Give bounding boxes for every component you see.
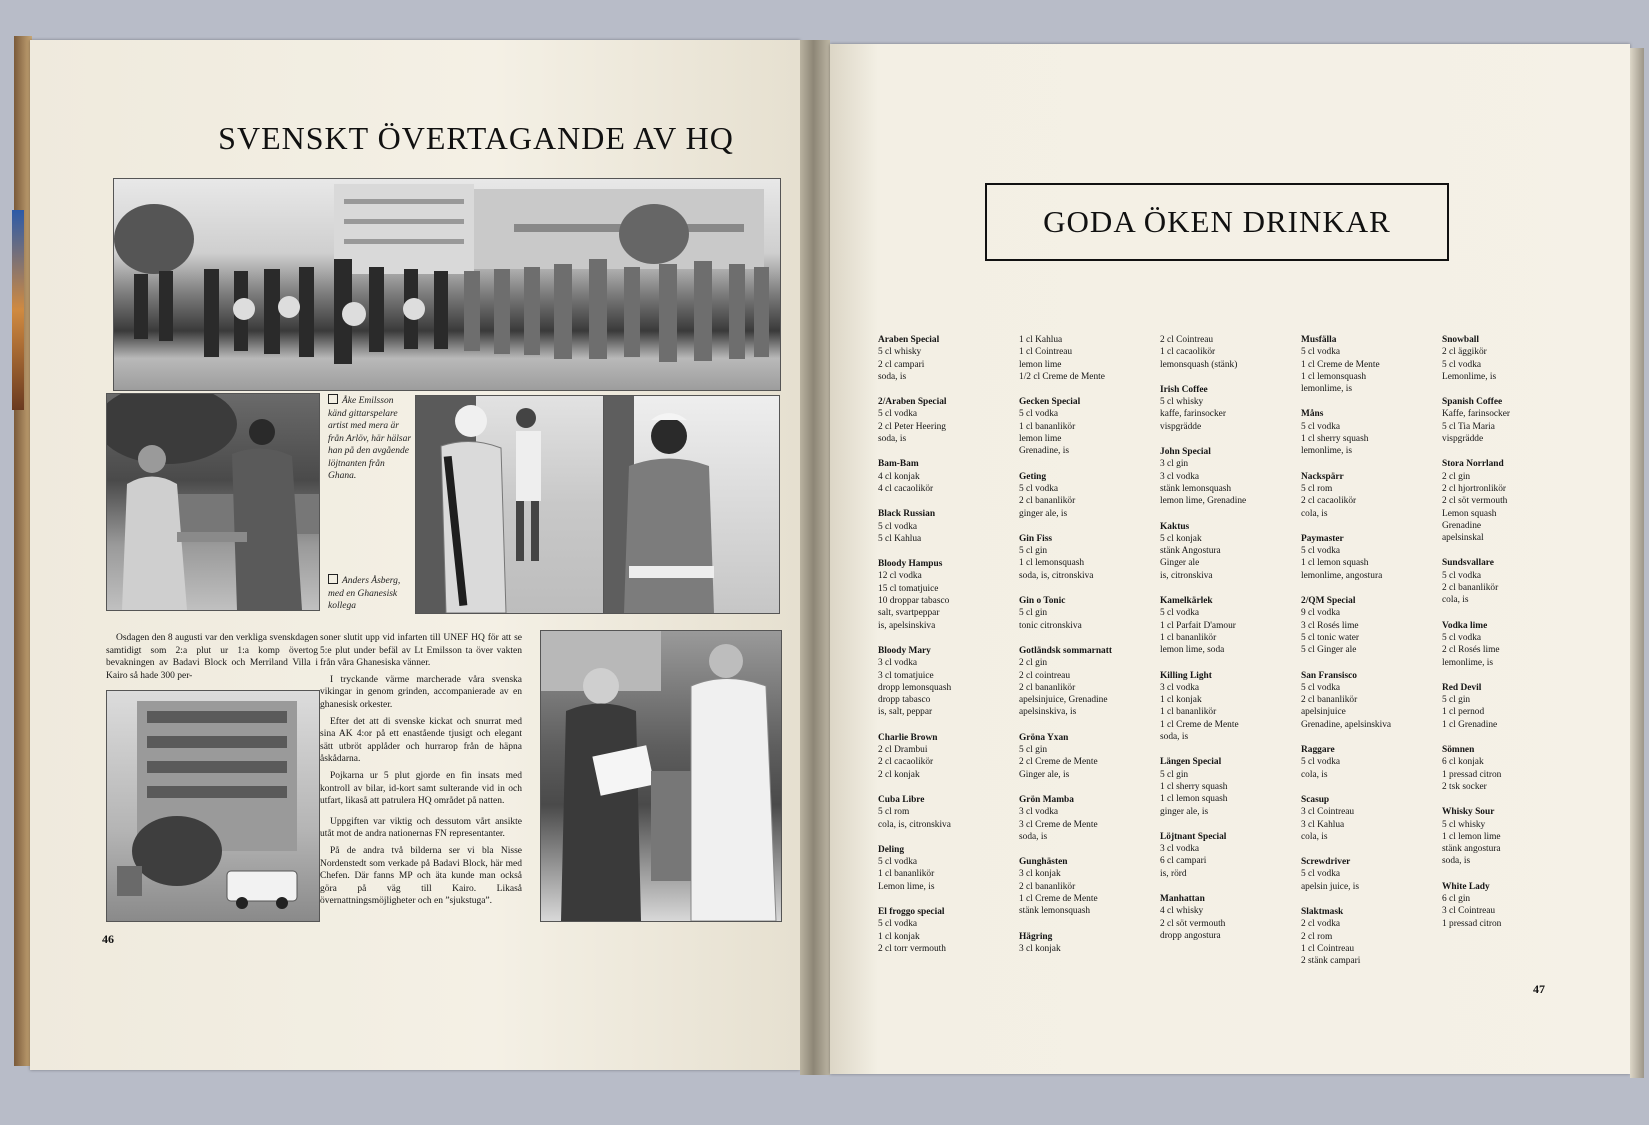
drink-ingredient: 1 cl sherry squash <box>1301 434 1369 445</box>
drink-name: Bam-Bam <box>878 459 919 470</box>
drink-recipe <box>1301 408 1436 457</box>
drink-recipe <box>1019 856 1154 917</box>
drink-ingredient: 1 cl Creme de Mente <box>1019 893 1098 904</box>
drink-recipe <box>1160 334 1295 371</box>
drink-ingredient: 5 cl vodka <box>1301 546 1341 557</box>
book-gutter <box>800 40 830 1075</box>
drink-ingredient: 2 cl campari <box>878 359 925 370</box>
drink-ingredient: 6 cl campari <box>1160 856 1207 867</box>
drink-recipe <box>1019 334 1154 383</box>
drink-name: Whisky Sour <box>1442 807 1495 818</box>
drink-name: White Lady <box>1442 881 1490 892</box>
drink-ingredient: cola, is <box>1301 508 1328 519</box>
left-page <box>30 40 800 1070</box>
drink-ingredient: 4 cl whisky <box>1160 906 1204 917</box>
drink-recipe <box>1442 744 1577 793</box>
drink-ingredient: vispgrädde <box>1442 434 1484 445</box>
drink-recipe <box>1442 334 1577 383</box>
drink-ingredient: 5 cl vodka <box>1301 421 1341 432</box>
drink-ingredient: 1 cl lemon squash <box>1301 558 1369 569</box>
drink-ingredient: apelsinskal <box>1442 533 1484 544</box>
drink-ingredient: soda, is <box>878 371 907 382</box>
drink-ingredient: 5 cl whisky <box>878 347 922 358</box>
drink-ingredient: is, citronskiva <box>1160 570 1213 581</box>
drink-ingredient: 5 cl Ginger ale <box>1301 645 1357 656</box>
drink-ingredient: cola, is <box>1301 769 1328 780</box>
article-paragraph: Osdagen den 8 augusti var den verkliga svenskdagen samtidigt som 2:a plut ur 1:a komp övertog bevakningen av Badavi Block och Merriland Villa i Kairo så hade 300 per- <box>106 633 318 681</box>
drink-ingredient: lemonlime, is <box>1301 384 1353 395</box>
drink-recipe <box>1442 881 1577 930</box>
article-column-1 <box>106 632 318 686</box>
drink-ingredient: lemon lime, soda <box>1160 645 1225 656</box>
drink-ingredient: 1 cl sherry squash <box>1160 781 1228 792</box>
drink-name: Raggare <box>1301 745 1335 756</box>
drink-ingredient: dropp angostura <box>1160 930 1221 941</box>
drink-ingredient: 2 cl cacaolikör <box>878 757 934 768</box>
drink-ingredient: 1 cl Grenadine <box>1442 719 1498 730</box>
drink-ingredient: cola, is <box>1442 595 1469 606</box>
drink-name: Paymaster <box>1301 533 1344 544</box>
drink-ingredient: Lemonlime, is <box>1442 371 1497 382</box>
drink-ingredient: cola, is <box>1301 831 1328 842</box>
drink-name: Gecken Special <box>1019 397 1081 408</box>
drink-ingredient: 5 cl vodka <box>1301 682 1341 693</box>
article-paragraph: soner slutit upp vid infarten till UNEF HQ för att se 5:e plut under befäl av Lt Emilsson ta över vakten från våra Ghanesiska vänner. <box>320 633 522 669</box>
drink-ingredient: 5 cl whisky <box>1160 397 1204 408</box>
drink-ingredient: 2 cl cacaolikör <box>1301 496 1357 507</box>
drink-name: Gröna Yxan <box>1019 732 1069 743</box>
article-paragraph: Efter det att di svenske kickat och snurrat med sina AK 4:or på ett enastående tjusigt och elegant sätt utbröt applåder och hurrarop från de häpna åskådarna. <box>320 716 522 765</box>
drink-ingredient: 5 cl Tia Maria <box>1442 421 1495 432</box>
drink-ingredient: 5 cl vodka <box>1442 359 1482 370</box>
drink-name: Kamelkärlek <box>1160 596 1213 607</box>
caption-marker-icon <box>328 394 338 404</box>
drink-ingredient: 3 cl vodka <box>1160 471 1200 482</box>
drink-ingredient: stänk Angostura <box>1160 546 1221 557</box>
drink-ingredient: dropp tabasco <box>878 695 931 706</box>
drink-recipe <box>1301 334 1436 395</box>
caption-ake-emilsson <box>328 394 414 483</box>
drink-recipe <box>1442 806 1577 867</box>
drink-ingredient: 15 cl tomatjuice <box>878 583 939 594</box>
left-page-title: SVENSKT ÖVERTAGANDE AV HQ <box>218 120 734 156</box>
drink-name: Vodka lime <box>1442 620 1488 631</box>
drink-ingredient: lemon lime <box>1019 359 1062 370</box>
drink-ingredient: 3 cl vodka <box>878 658 918 669</box>
drink-ingredient: 5 cl vodka <box>1301 347 1341 358</box>
drink-column <box>1160 334 1295 955</box>
drink-ingredient: 1 cl konjak <box>878 931 920 942</box>
right-page <box>830 44 1630 1074</box>
drink-recipe <box>878 844 1013 893</box>
drink-ingredient: lemonsquash (stänk) <box>1160 359 1238 370</box>
drink-recipe <box>1019 595 1154 632</box>
drink-ingredient: 5 cl vodka <box>1019 409 1059 420</box>
drink-recipe <box>1442 396 1577 445</box>
drink-name: Irish Coffee <box>1160 384 1208 395</box>
drink-ingredient: 1 cl Parfait D'amour <box>1160 620 1236 631</box>
drink-name: John Special <box>1160 447 1211 458</box>
drink-ingredient: 1 cl lemon squash <box>1160 794 1228 805</box>
drink-ingredient: 3 cl konjak <box>1019 943 1061 954</box>
drink-recipe <box>878 645 1013 719</box>
drink-recipe <box>878 334 1013 383</box>
drink-ingredient: 3 cl konjak <box>1019 869 1061 880</box>
page-number-right: 47 <box>1533 982 1545 996</box>
caption-text: Anders Åsberg, med en Ghanesisk kollega <box>328 576 401 611</box>
drink-ingredient: lemon lime, Grenadine <box>1160 496 1247 507</box>
drink-ingredient: 5 cl vodka <box>1442 570 1482 581</box>
drink-recipe <box>1301 533 1436 582</box>
drink-ingredient: 1 cl bananlikör <box>1160 707 1217 718</box>
drink-ingredient: 5 cl vodka <box>878 409 918 420</box>
drink-name: Red Devil <box>1442 682 1482 693</box>
drink-recipe <box>1160 831 1295 880</box>
drink-ingredient: 2 cl söt vermouth <box>1442 496 1508 507</box>
drink-ingredient: 5 cl vodka <box>1160 608 1200 619</box>
drink-recipe <box>1019 396 1154 457</box>
drink-ingredient: apelsinjuice <box>1301 707 1346 718</box>
drink-recipe <box>1160 521 1295 582</box>
drink-ingredient: 2 cl hjortronlikör <box>1442 483 1507 494</box>
drink-column <box>1442 334 1577 943</box>
right-page-title-text: GODA ÖKEN DRINKAR <box>1043 204 1391 239</box>
drink-ingredient: 2 tsk socker <box>1442 781 1487 792</box>
drink-ingredient: 5 cl gin <box>1160 769 1189 780</box>
drink-recipe <box>1442 458 1577 544</box>
drink-ingredient: 5 cl vodka <box>878 521 918 532</box>
drink-ingredient: 2 cl vodka <box>1301 919 1341 930</box>
drink-recipe <box>878 508 1013 545</box>
drink-ingredient: 1 cl konjak <box>1160 695 1202 706</box>
drink-name: Gotländsk sommarnatt <box>1019 645 1112 656</box>
drink-ingredient: 5 cl whisky <box>1442 819 1486 830</box>
drink-ingredient: 2 cl cointreau <box>1019 670 1071 681</box>
drink-name: Spanish Coffee <box>1442 397 1503 408</box>
drink-ingredient: 5 cl vodka <box>1019 483 1059 494</box>
drink-ingredient: ginger ale, is <box>1160 806 1209 817</box>
drink-ingredient: 2 cl bananlikör <box>1442 583 1499 594</box>
drink-ingredient: 3 cl vodka <box>1160 844 1200 855</box>
drink-ingredient: 1 cl lemonsquash <box>1019 558 1085 569</box>
drink-ingredient: Grenadine, apelsinskiva <box>1301 719 1392 730</box>
drink-ingredient: is, apelsinskiva <box>878 620 936 631</box>
drink-ingredient: 4 cl cacaolikör <box>878 483 934 494</box>
drink-ingredient: 5 cl gin <box>1019 608 1048 619</box>
drink-ingredient: 2 cl gin <box>1019 658 1048 669</box>
article-paragraph: I tryckande värme marcherade våra svenska vikingar in genom grinden, accompanierade av en ghanesisk orkester. <box>320 674 522 710</box>
drink-ingredient: 1 cl Cointreau <box>1301 943 1355 954</box>
drink-name: Deling <box>878 844 905 855</box>
drink-name: San Fransisco <box>1301 670 1357 681</box>
drink-name: Screwdriver <box>1301 857 1351 868</box>
drink-ingredient: 2 stänk campari <box>1301 956 1361 967</box>
page-number-left: 46 <box>102 932 114 946</box>
drink-name: Musfälla <box>1301 335 1337 345</box>
drink-recipe <box>878 558 1013 632</box>
drink-name: Sömnen <box>1442 745 1475 756</box>
drink-ingredient: stänk angostura <box>1442 844 1501 855</box>
drink-ingredient: cola, is, citronskiva <box>878 819 951 830</box>
drink-ingredient: 1 pressad citron <box>1442 918 1502 929</box>
drink-ingredient: 5 cl vodka <box>878 919 918 930</box>
drink-ingredient: 3 cl Cointreau <box>1301 807 1355 818</box>
drink-recipe <box>1019 533 1154 582</box>
drink-recipe <box>1301 595 1436 656</box>
drink-ingredient: 2 cl Cointreau <box>1160 335 1214 345</box>
drink-ingredient: stänk lemonsquash <box>1160 483 1232 494</box>
drink-name: Sundsvallare <box>1442 558 1494 569</box>
drink-name: Black Russian <box>878 509 936 520</box>
article-column-2 <box>320 632 522 912</box>
drink-name: Kaktus <box>1160 521 1190 532</box>
drink-ingredient: 5 cl gin <box>1019 546 1048 557</box>
drink-ingredient: 2 cl äggikör <box>1442 347 1487 358</box>
drink-name: Cuba Libre <box>878 794 925 805</box>
drink-recipe <box>1301 794 1436 843</box>
drink-recipe <box>1019 931 1154 956</box>
drink-recipe <box>1019 732 1154 781</box>
drink-recipe <box>1301 471 1436 520</box>
drink-recipe <box>878 396 1013 445</box>
drink-ingredient: 5 cl rom <box>1301 483 1333 494</box>
drink-ingredient: 5 cl gin <box>1442 695 1471 706</box>
drink-ingredient: lemonlime, is <box>1301 446 1353 457</box>
drink-ingredient: 2 cl Drambui <box>878 745 928 756</box>
drink-ingredient: 4 cl konjak <box>878 471 920 482</box>
drink-name: Måns <box>1301 409 1324 420</box>
drink-ingredient: 1 cl Kahlua <box>1019 335 1063 345</box>
drink-ingredient: 5 cl vodka <box>1442 632 1482 643</box>
drink-ingredient: 1 cl pernod <box>1442 707 1485 718</box>
right-page-title <box>985 183 1449 261</box>
drink-ingredient: lemonlime, is <box>1442 657 1494 668</box>
caption-text: Åke Emilsson känd gittarspelare artist med mera är från Arlöv, här hälsar han på den avgående löjtnanten från Ghana. <box>328 396 412 481</box>
parade-photo <box>113 178 781 391</box>
page-edge <box>1630 48 1644 1078</box>
drink-name: Stora Norrland <box>1442 459 1504 470</box>
drink-name: Snowball <box>1442 335 1479 345</box>
drink-ingredient: 6 cl gin <box>1442 893 1471 904</box>
drink-ingredient: 5 cl Kahlua <box>878 533 922 544</box>
drink-recipe <box>1160 893 1295 942</box>
drink-recipe <box>1301 856 1436 893</box>
drink-name: Nackspärr <box>1301 471 1344 482</box>
drink-recipe <box>1160 670 1295 744</box>
drink-ingredient: 2 cl bananlikör <box>1301 695 1358 706</box>
drink-recipe <box>878 458 1013 495</box>
drink-name: Slaktmask <box>1301 906 1344 917</box>
drink-name: Hägring <box>1019 931 1053 942</box>
drink-recipe <box>1160 595 1295 656</box>
drink-ingredient: 1 cl bananlikör <box>878 869 935 880</box>
drink-ingredient: salt, svartpeppar <box>878 608 940 619</box>
ghanaian-soldier-photo <box>603 395 780 614</box>
drink-ingredient: 3 cl Cointreau <box>1442 906 1496 917</box>
drink-ingredient: 2 cl torr vermouth <box>878 943 946 954</box>
building-photo <box>106 690 320 922</box>
drink-column <box>1019 334 1154 968</box>
drink-ingredient: Ginger ale, is <box>1019 769 1070 780</box>
drink-ingredient: 1 cl Creme de Mente <box>1160 719 1239 730</box>
drink-ingredient: Lemon squash <box>1442 508 1497 519</box>
drink-recipe <box>1301 670 1436 731</box>
drink-ingredient: dropp lemonsquash <box>878 682 952 693</box>
drink-ingredient: 1 cl Cointreau <box>1019 347 1073 358</box>
article-paragraph: Pojkarna ur 5 plut gjorde en fin insats med kontroll av bilar, id-kort samt sulterande vid in och utfart, likaså att patrulera HQ området på natten. <box>320 770 522 807</box>
drink-name: 2/QM Special <box>1301 596 1356 607</box>
drink-ingredient: Grenadine, is <box>1019 446 1069 457</box>
drink-ingredient: 1 cl Creme de Mente <box>1301 359 1380 370</box>
drink-ingredient: 9 cl vodka <box>1301 608 1341 619</box>
drink-recipe <box>1019 794 1154 843</box>
drink-ingredient: 12 cl vodka <box>878 571 922 582</box>
drink-ingredient: 1 pressad citron <box>1442 769 1502 780</box>
drink-ingredient: Ginger ale <box>1160 558 1200 569</box>
drink-ingredient: Lemon lime, is <box>878 881 935 892</box>
drink-ingredient: soda, is <box>1442 856 1471 867</box>
drink-recipe <box>878 732 1013 781</box>
drink-ingredient: vispgrädde <box>1160 421 1202 432</box>
drink-ingredient: 3 cl Creme de Mente <box>1019 819 1098 830</box>
drink-column <box>1301 334 1436 980</box>
drink-ingredient: 1 cl cacaolikör <box>1160 347 1216 358</box>
article-paragraph: På de andra två bilderna ser vi bla Nisse Nordenstedt som verkade på Badavi Block, här med Chefen. Där fanns MP och äta kunde man också göra på väg till Kairo. Likaså övernattningsmöjligheter och en ”sjukstuga”. <box>320 845 522 907</box>
drink-ingredient: Grenadine <box>1442 520 1482 531</box>
drink-name: Geting <box>1019 471 1047 482</box>
drink-name: Manhattan <box>1160 893 1205 904</box>
drink-name: Gunghästen <box>1019 857 1068 868</box>
drink-ingredient: 5 cl gin <box>1019 745 1048 756</box>
drink-name: Scasup <box>1301 794 1330 805</box>
drink-recipe <box>1160 446 1295 507</box>
drink-ingredient: ginger ale, is <box>1019 508 1068 519</box>
article-paragraph: Uppgiften var viktig och dessutom vårt ansikte utåt mot de andra nationernas FN representanter. <box>320 816 522 840</box>
drink-ingredient: kaffe, farinsocker <box>1160 409 1226 420</box>
drink-ingredient: 6 cl konjak <box>1442 757 1484 768</box>
drink-ingredient: soda, is <box>1160 732 1189 743</box>
drink-ingredient: 2 cl bananlikör <box>1019 682 1076 693</box>
drink-name: Charlie Brown <box>878 732 938 743</box>
drink-ingredient: 10 droppar tabasco <box>878 596 950 607</box>
drink-ingredient: is, rörd <box>1160 868 1187 879</box>
drink-recipe <box>1019 471 1154 520</box>
drink-name: Löjtnant Special <box>1160 831 1227 842</box>
drink-ingredient: 2 cl bananlikör <box>1019 881 1076 892</box>
drink-ingredient: is, salt, peppar <box>878 707 933 718</box>
drink-ingredient: 3 cl vodka <box>1160 682 1200 693</box>
drink-name: El froggo special <box>878 906 945 917</box>
drink-ingredient: 1 cl bananlikör <box>1019 421 1076 432</box>
drink-name: Araben Special <box>878 335 940 345</box>
drink-ingredient: apelsinjuice, Grenadine <box>1019 695 1108 706</box>
drink-ingredient: soda, is <box>1019 831 1048 842</box>
drink-recipe <box>1442 557 1577 606</box>
drink-ingredient: 3 cl Rosés lime <box>1301 620 1359 631</box>
drink-ingredient: 2 cl konjak <box>878 769 920 780</box>
drink-ingredient: lemon lime <box>1019 434 1062 445</box>
drink-column <box>878 334 1013 968</box>
drink-name: Längen Special <box>1160 757 1222 768</box>
drink-ingredient: 2 cl Rosés lime <box>1442 645 1500 656</box>
caption-marker-icon <box>328 574 338 584</box>
drink-ingredient: 2 cl Creme de Mente <box>1019 757 1098 768</box>
drink-ingredient: 3 cl tomatjuice <box>878 670 934 681</box>
drink-ingredient: soda, is <box>878 434 907 445</box>
caption-anders-asberg <box>328 574 414 613</box>
drink-name: Gin o Tonic <box>1019 596 1066 607</box>
drink-ingredient: 5 cl vodka <box>878 857 918 868</box>
drink-ingredient: lemonlime, angostura <box>1301 570 1383 581</box>
drink-ingredient: 2 cl rom <box>1301 931 1333 942</box>
drink-ingredient: 2 cl bananlikör <box>1019 496 1076 507</box>
drink-name: Bloody Mary <box>878 645 931 656</box>
drink-ingredient: apelsin juice, is <box>1301 881 1360 892</box>
drink-ingredient: tonic citronskiva <box>1019 620 1082 631</box>
drink-recipe <box>1019 645 1154 719</box>
drink-ingredient: 5 cl tonic water <box>1301 632 1360 643</box>
drink-name: 2/Araben Special <box>878 397 947 408</box>
drink-ingredient: Kaffe, farinsocker <box>1442 409 1511 420</box>
drink-ingredient: 5 cl rom <box>878 807 910 818</box>
drink-recipe <box>1442 620 1577 669</box>
drink-recipe <box>1160 384 1295 433</box>
drink-ingredient: 5 cl konjak <box>1160 533 1202 544</box>
signing-photo <box>540 630 782 922</box>
drink-ingredient: 1 cl bananlikör <box>1160 632 1217 643</box>
drink-ingredient: apelsinskiva, is <box>1019 707 1077 718</box>
drink-ingredient: 3 cl Kahlua <box>1301 819 1345 830</box>
drink-name: Gin Fiss <box>1019 533 1053 544</box>
drink-name: Killing Light <box>1160 670 1212 681</box>
drink-ingredient: soda, is, citronskiva <box>1019 570 1094 581</box>
guard-rifle-photo <box>415 395 604 614</box>
drink-recipe <box>1442 682 1577 731</box>
drink-ingredient: 2 cl gin <box>1442 471 1471 482</box>
drink-ingredient: stänk lemonsquash <box>1019 906 1091 917</box>
drink-ingredient: 1 cl lemonsquash <box>1301 371 1367 382</box>
drink-recipe <box>1301 744 1436 781</box>
drink-recipe <box>878 794 1013 831</box>
drink-recipe <box>878 906 1013 955</box>
drink-ingredient: 2 cl Peter Heering <box>878 421 946 432</box>
drink-ingredient: 5 cl vodka <box>1301 869 1341 880</box>
drink-recipe <box>1301 906 1436 967</box>
drink-ingredient: 2 cl söt vermouth <box>1160 918 1226 929</box>
drink-ingredient: 1 cl lemon lime <box>1442 831 1501 842</box>
drink-ingredient: 1/2 cl Creme de Mente <box>1019 371 1105 382</box>
drink-ingredient: 3 cl gin <box>1160 459 1189 470</box>
drink-name: Grön Mamba <box>1019 794 1074 805</box>
drink-name: Bloody Hampus <box>878 559 943 570</box>
drink-ingredient: 3 cl vodka <box>1019 807 1059 818</box>
book-cover-edge <box>12 210 24 410</box>
drink-recipe <box>1160 756 1295 817</box>
handshake-photo <box>106 393 320 611</box>
drink-ingredient: 5 cl vodka <box>1301 757 1341 768</box>
